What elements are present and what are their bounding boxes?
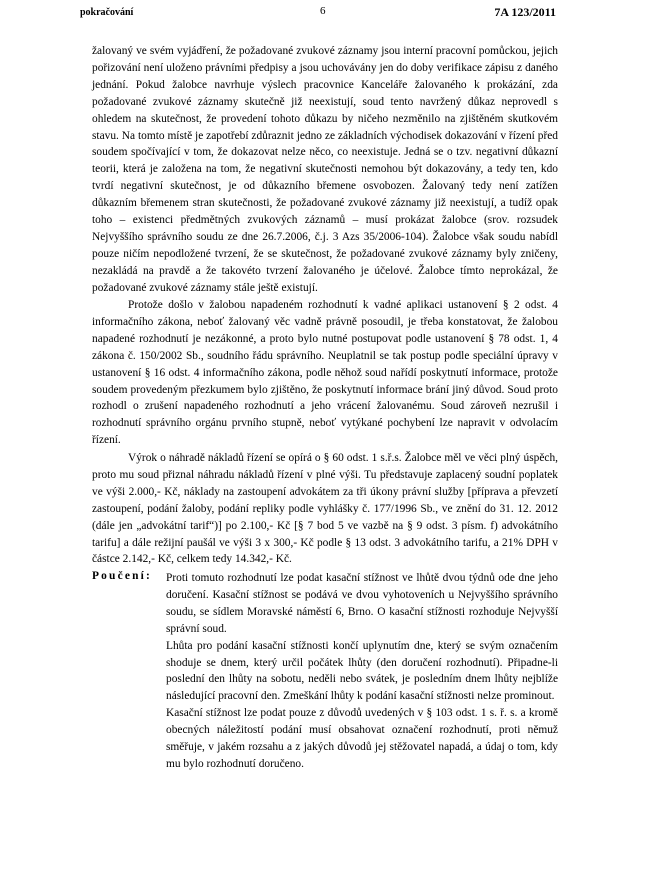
instruction-label: Poučení: — [92, 570, 152, 582]
header-continuation: pokračování — [80, 7, 134, 18]
instruction-item: Lhůta pro podání kasační stížnosti končí uplynutím dne, který se svým označením shoduje se dnem, který určil počátek lhůty (den doručení rozhodnutí). Připadne-li poslední den lhůty na sobotu, neděli nebo svátek, je posledním dnem lhůty nejblíže následující pracovní den. Zmeškání lhůty k podání kasační stížnosti nelze prominout. — [166, 639, 558, 703]
instruction-item: Kasační stížnost lze podat pouze z důvodů uvedených v § 103 odst. 1 s. ř. s. a kromě obecných náležitostí podání musí obsahovat označení rozhodnutí, proti němuž směřuje, v jakém rozsahu a z jakých důvodů jej stěžovatel napadá, a údaj o tom, kdy mu bylo rozhodnutí doručeno. — [166, 707, 558, 770]
paragraph-evidence: žalovaný ve svém vyjádření, že požadované zvukové záznamy jsou interní pracovní pomůckou, jejich pořizování není uloženo právními předpisy a jsou uchovávány jen do doby verifikace zápisu z daného jednání. Pokud žalobce navrhuje výslech pracovnice Kanceláře žalovaného k prokázání, zda požadované zvukové záznamy skutečně již neexistují, soud tento navržený důkaz neprovedl s ohledem na skutečnost, že provedení tohoto důkazu by ničeho nezměnilo na zjištěném skutkovém stavu. Na tomto místě je zapotřebí zdůraznit jedno ze základních východisek dokazování v řízení před soudem spočívající v tom, že dokazovat nelze něco, co neexistuje. Jedná se o tzv. negativní důkazní teorii, která je založena na tom, že negativní skutečnosti nemohou být dokazovány, a tedy ten, kdo tvrdí negativní skutečnost, je od důkazního břemene osvobozen. Žalovaný tedy není zatížen důkazním břemenem stran skutečnosti, že požadované zvukové záznamy již neexistují, a tudíž opak toho – existenci předmětných zvukových záznamů – musí prokázat žalobce (srov. rozsudek Nejvyššího správního soudu ze dne 26.7.2006, č.j. 3 Azs 35/2006-104). Žalobce však soudu nabídl pouze ničím nepodložené tvrzení, že se skutečnost, že požadované zvukové záznamy byly zničeny, nezakládá na pravdě a že takovéto tvrzení žalovaného je účelové. Žalobce tímto neprokázal, že požadované zvukové záznamy stále ještě existují. — [92, 45, 558, 294]
paragraph-decision: Protože došlo v žalobou napadeném rozhodnutí k vadné aplikaci ustanovení § 2 odst. 4 informačního zákona, neboť žalovaný věc vadně právně posoudil, je třeba konstatovat, že žalobou napadené rozhodnutí je nezákonné, a proto bylo nutné postupovat podle ustanovení § 78 odst. 1, 4 zákona č. 150/2002 Sb., soudního řádu správního. Neuplatnil se tak postup podle speciální úpravy v ustanovení § 16 odst. 4 informačního zákona, podle něhož soud nařídí poskytnutí informace, protože soudem provedeným přezkumem bylo zjištěno, že poskytnutí informace brání jiný důvod. Soud proto rozhodl o zrušení napadeného rozhodnutí a jeho vrácení žalovanému. Soud zároveň nezrušil i rozhodnutí správního orgánu prvního stupně, neboť vytýkané pochybení lze napravit v odvolacím řízení. — [92, 299, 558, 447]
instruction-item: Proti tomuto rozhodnutí lze podat kasační stížnost ve lhůtě dvou týdnů ode dne jeho doručení. Kasační stížnost se podává ve dvou vyhotoveních u Nejvyššího správního soudu, se sídlem Moravské náměstí 6, Brno. O kasační stížnosti rozhoduje Nejvyšší správní soud. — [166, 572, 558, 635]
paragraph-costs: Výrok o náhradě nákladů řízení se opírá o § 60 odst. 1 s.ř.s. Žalobce měl ve věci plný úspěch, proto mu soud přiznal náhradu nákladů řízení v plné výši. Tu představuje zaplacený soudní poplatek ve výši 2.000,- Kč, náklady na zastoupení advokátem za tři úkony právní služby [příprava a převzetí zastoupení, podání žaloby, podání repliky podle vyhlášky č. 177/1996 Sb., ve znění do 31. 12. 2012 (dále jen „advokátní tarif“)] po 2.100,- Kč [§ 7 bod 5 ve vazbě na § 9 odst. 3 písm. f) advokátního tarifu] a dále režijní paušál ve výši 3 x 300,- Kč podle § 13 odst. 3 advokátního tarifu, a 21% DPH v částce 2.142,- Kč, celkem tedy 14.342,- Kč. — [92, 452, 558, 566]
page-number: 6 — [320, 5, 326, 17]
case-number: 7A 123/2011 — [494, 5, 556, 19]
instruction-body — [166, 570, 558, 773]
